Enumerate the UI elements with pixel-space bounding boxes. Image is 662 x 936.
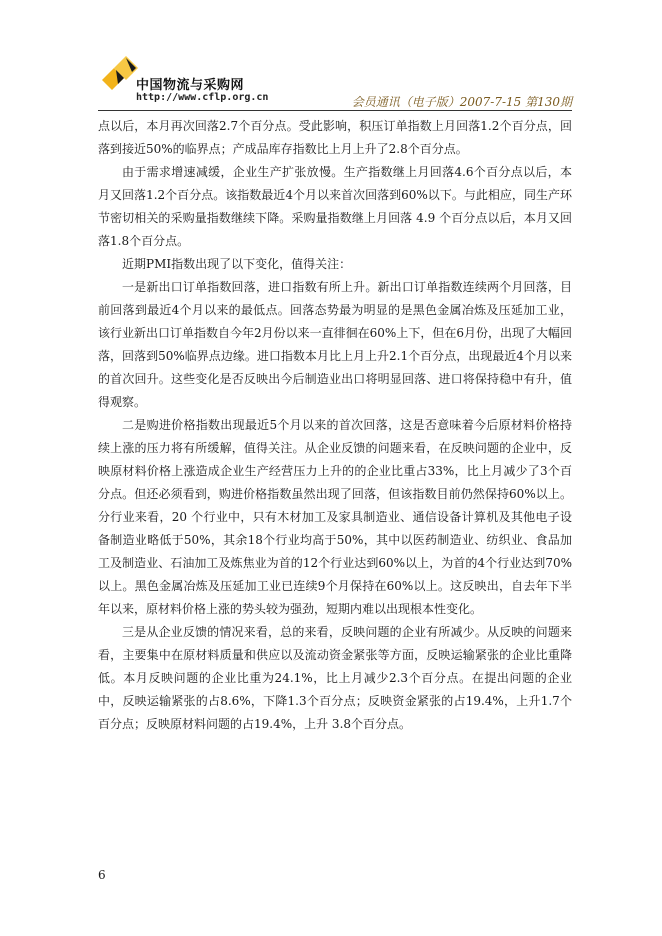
paragraph: 点以后，本月再次回落2.7个百分点。受此影响，积压订单指数上月回落1.2个百分点，回落到接近50%的临界点；产成品库存指数比上月上升了2.8个百分点。 bbox=[98, 119, 572, 156]
paragraph: 近期PMI指数出现了以下变化，值得关注： bbox=[122, 257, 352, 271]
page-number: 6 bbox=[98, 868, 106, 882]
logo-name: 中国物流与采购网 bbox=[136, 78, 245, 93]
paragraph: 一是新出口订单指数回落，进口指数有所上升。新出口订单指数连续两个月回落，目前回落到最近4个月以来的最低点。回落态势最为明显的是黑色金属冶炼及压延加工业，该行业新出口订单指数自今年2月份以来一直徘徊在60%上下，但在6月份，出现了大幅回落，回落到50%临界点边缘。进口指数本月比上月上升2.1个百分点，出现最近4个月以来的首次回升。这些变化是否反映出今后制造业出口将明显回落、进口将保持稳中有升，值得观察。 bbox=[98, 280, 572, 409]
paragraph: 三是从企业反馈的情况来看，总的来看，反映问题的企业有所减少。从反映的问题来看，主要集中在原材料质量和供应以及流动资金紧张等方面，反映运输紧张的企业比重降低。本月反映问题的企业比重为24.1%，比上月减少2.3个百分点。在提出问题的企业中，反映运输紧张的占8.6%，下降1.3个百分点；反映资金紧张的占19.4%，上升1.7个百分点；反映原材料问题的占19.4%，上升 3.8个百分点。 bbox=[98, 625, 572, 731]
issue-label: 会员通讯（电子版）2007-7-15 第130期 bbox=[351, 95, 572, 109]
cflp-logo bbox=[98, 48, 268, 108]
article-body bbox=[98, 115, 572, 736]
logo-url: http://www.cflp.org.cn bbox=[136, 92, 269, 103]
paragraph: 二是购进价格指数出现最近5个月以来的首次回落，这是否意味着今后原材料价格持续上涨的压力将有所缓解，值得关注。从企业反馈的问题来看，在反映问题的企业中，反映原材料价格上涨造成企业生产经营压力上升的的企业比重占33%，比上月减少了3个百分点。但还必须看到，购进价格指数虽然出现了回落，但该指数目前仍然保持60%以上。分行业来看，20 个行业中，只有木材加工及家具制造业、通信设备计算机及其他电子设备制造业略低于50%，其余18个行业均高于50%，其中以医药制造业、纺织业、食品加工及制造业、石油加工及炼焦业为首的12个行业达到60%以上，为首的4个行业达到70%以上。黑色金属冶炼及压延加工业已连续9个月保持在60%以上。这反映出，自去年下半年以来，原材料价格上涨的势头较为强劲，短期内难以出现根本性变化。 bbox=[98, 418, 572, 616]
paragraph: 由于需求增速减缓，企业生产扩张放慢。生产指数继上月回落4.6个百分点以后，本月又回落1.2个百分点。该指数最近4个月以来首次回落到60%以下。与此相应，同生产环节密切相关的采购量指数继续下降。采购量指数继上月回落 4.9 个百分点以后，本月又回落1.8个百分点。 bbox=[98, 165, 572, 248]
header-rule bbox=[98, 110, 572, 111]
page-header bbox=[98, 48, 572, 110]
